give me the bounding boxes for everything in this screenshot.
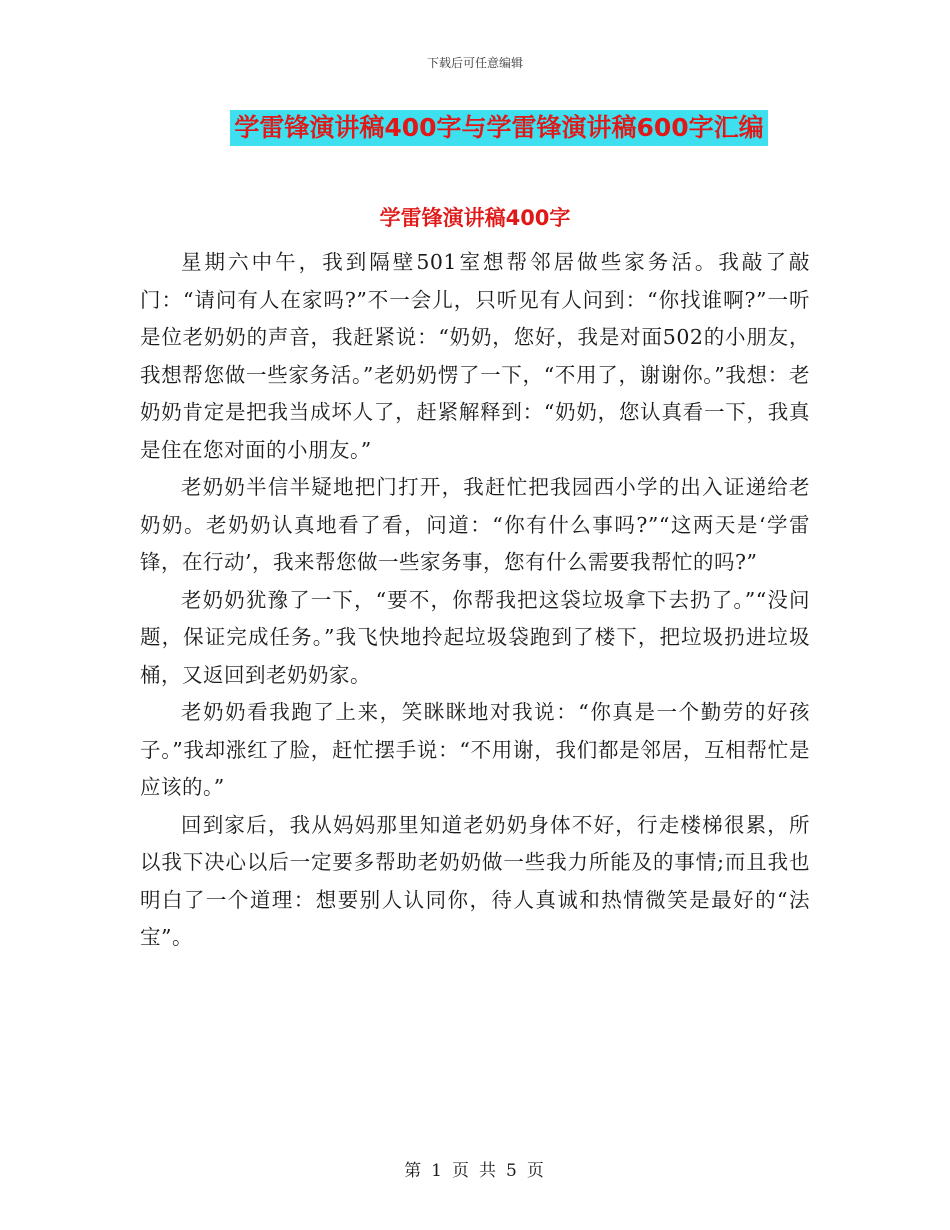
footer-total-prefix: 共 [479, 1161, 498, 1181]
paragraph: 老奶奶犹豫了一下，“要不，你帮我把这袋垃圾拿下去扔了。”“没问题，保证完成任务。”我飞快地拎起垃圾袋跑到了楼下，把垃圾扔进垃圾桶，又返回到老奶奶家。 [140, 587, 810, 687]
main-title-wrap [0, 110, 950, 146]
footer-total-unit: 页 [526, 1161, 546, 1181]
paragraph: 老奶奶半信半疑地把门打开，我赶忙把我园西小学的出入证递给老奶奶。老奶奶认真地看了看，问道：“你有什么事吗?”“这两天是‘学雷锋，在行动’，我来帮您做一些家务事，您有什么需要我帮忙的吗?” [140, 475, 810, 574]
paragraph: 老奶奶看我跑了上来，笑眯眯地对我说：“你真是一个勤劳的好孩子。”我却涨红了脸，赶忙摆手说：“不用谢，我们都是邻居，互相帮忙是应该的。” [140, 700, 810, 799]
footer-prefix: 第 [404, 1161, 424, 1181]
paragraph: 回到家后，我从妈妈那里知道老奶奶身体不好，行走楼梯很累，所以我下决心以后一定要多帮助老奶奶做一些我力所能及的事情;而且我也明白了一个道理：想要别人认同你，待人真诚和热情微笑是最好的“法宝”。 [140, 812, 810, 949]
footer-page-unit: 页 [452, 1161, 471, 1181]
article-body [140, 244, 810, 957]
paragraph: 星期六中午，我到隔壁501室想帮邻居做些家务活。我敲了敲门：“请问有人在家吗?”不一会儿，只听见有人问到：“你找谁啊?”一听是位老奶奶的声音，我赶紧说：“奶奶，您好，我是对面502的小朋友，我想帮您做一些家务活。”老奶奶愣了一下，“不用了，谢谢你。”我想：老奶奶肯定是把我当成坏人了，赶紧解释到：“奶奶，您认真看一下，我真是住在您对面的小朋友。” [140, 250, 810, 462]
footer-page-number: 1 [431, 1161, 444, 1181]
main-title: 学雷锋演讲稿400字与学雷锋演讲稿600字汇编 [230, 110, 767, 146]
header-note: 下载后可任意编辑 [426, 56, 523, 70]
footer-total-pages: 5 [506, 1161, 519, 1181]
section-title: 学雷锋演讲稿400字 [379, 206, 571, 230]
page-footer [0, 1156, 950, 1181]
